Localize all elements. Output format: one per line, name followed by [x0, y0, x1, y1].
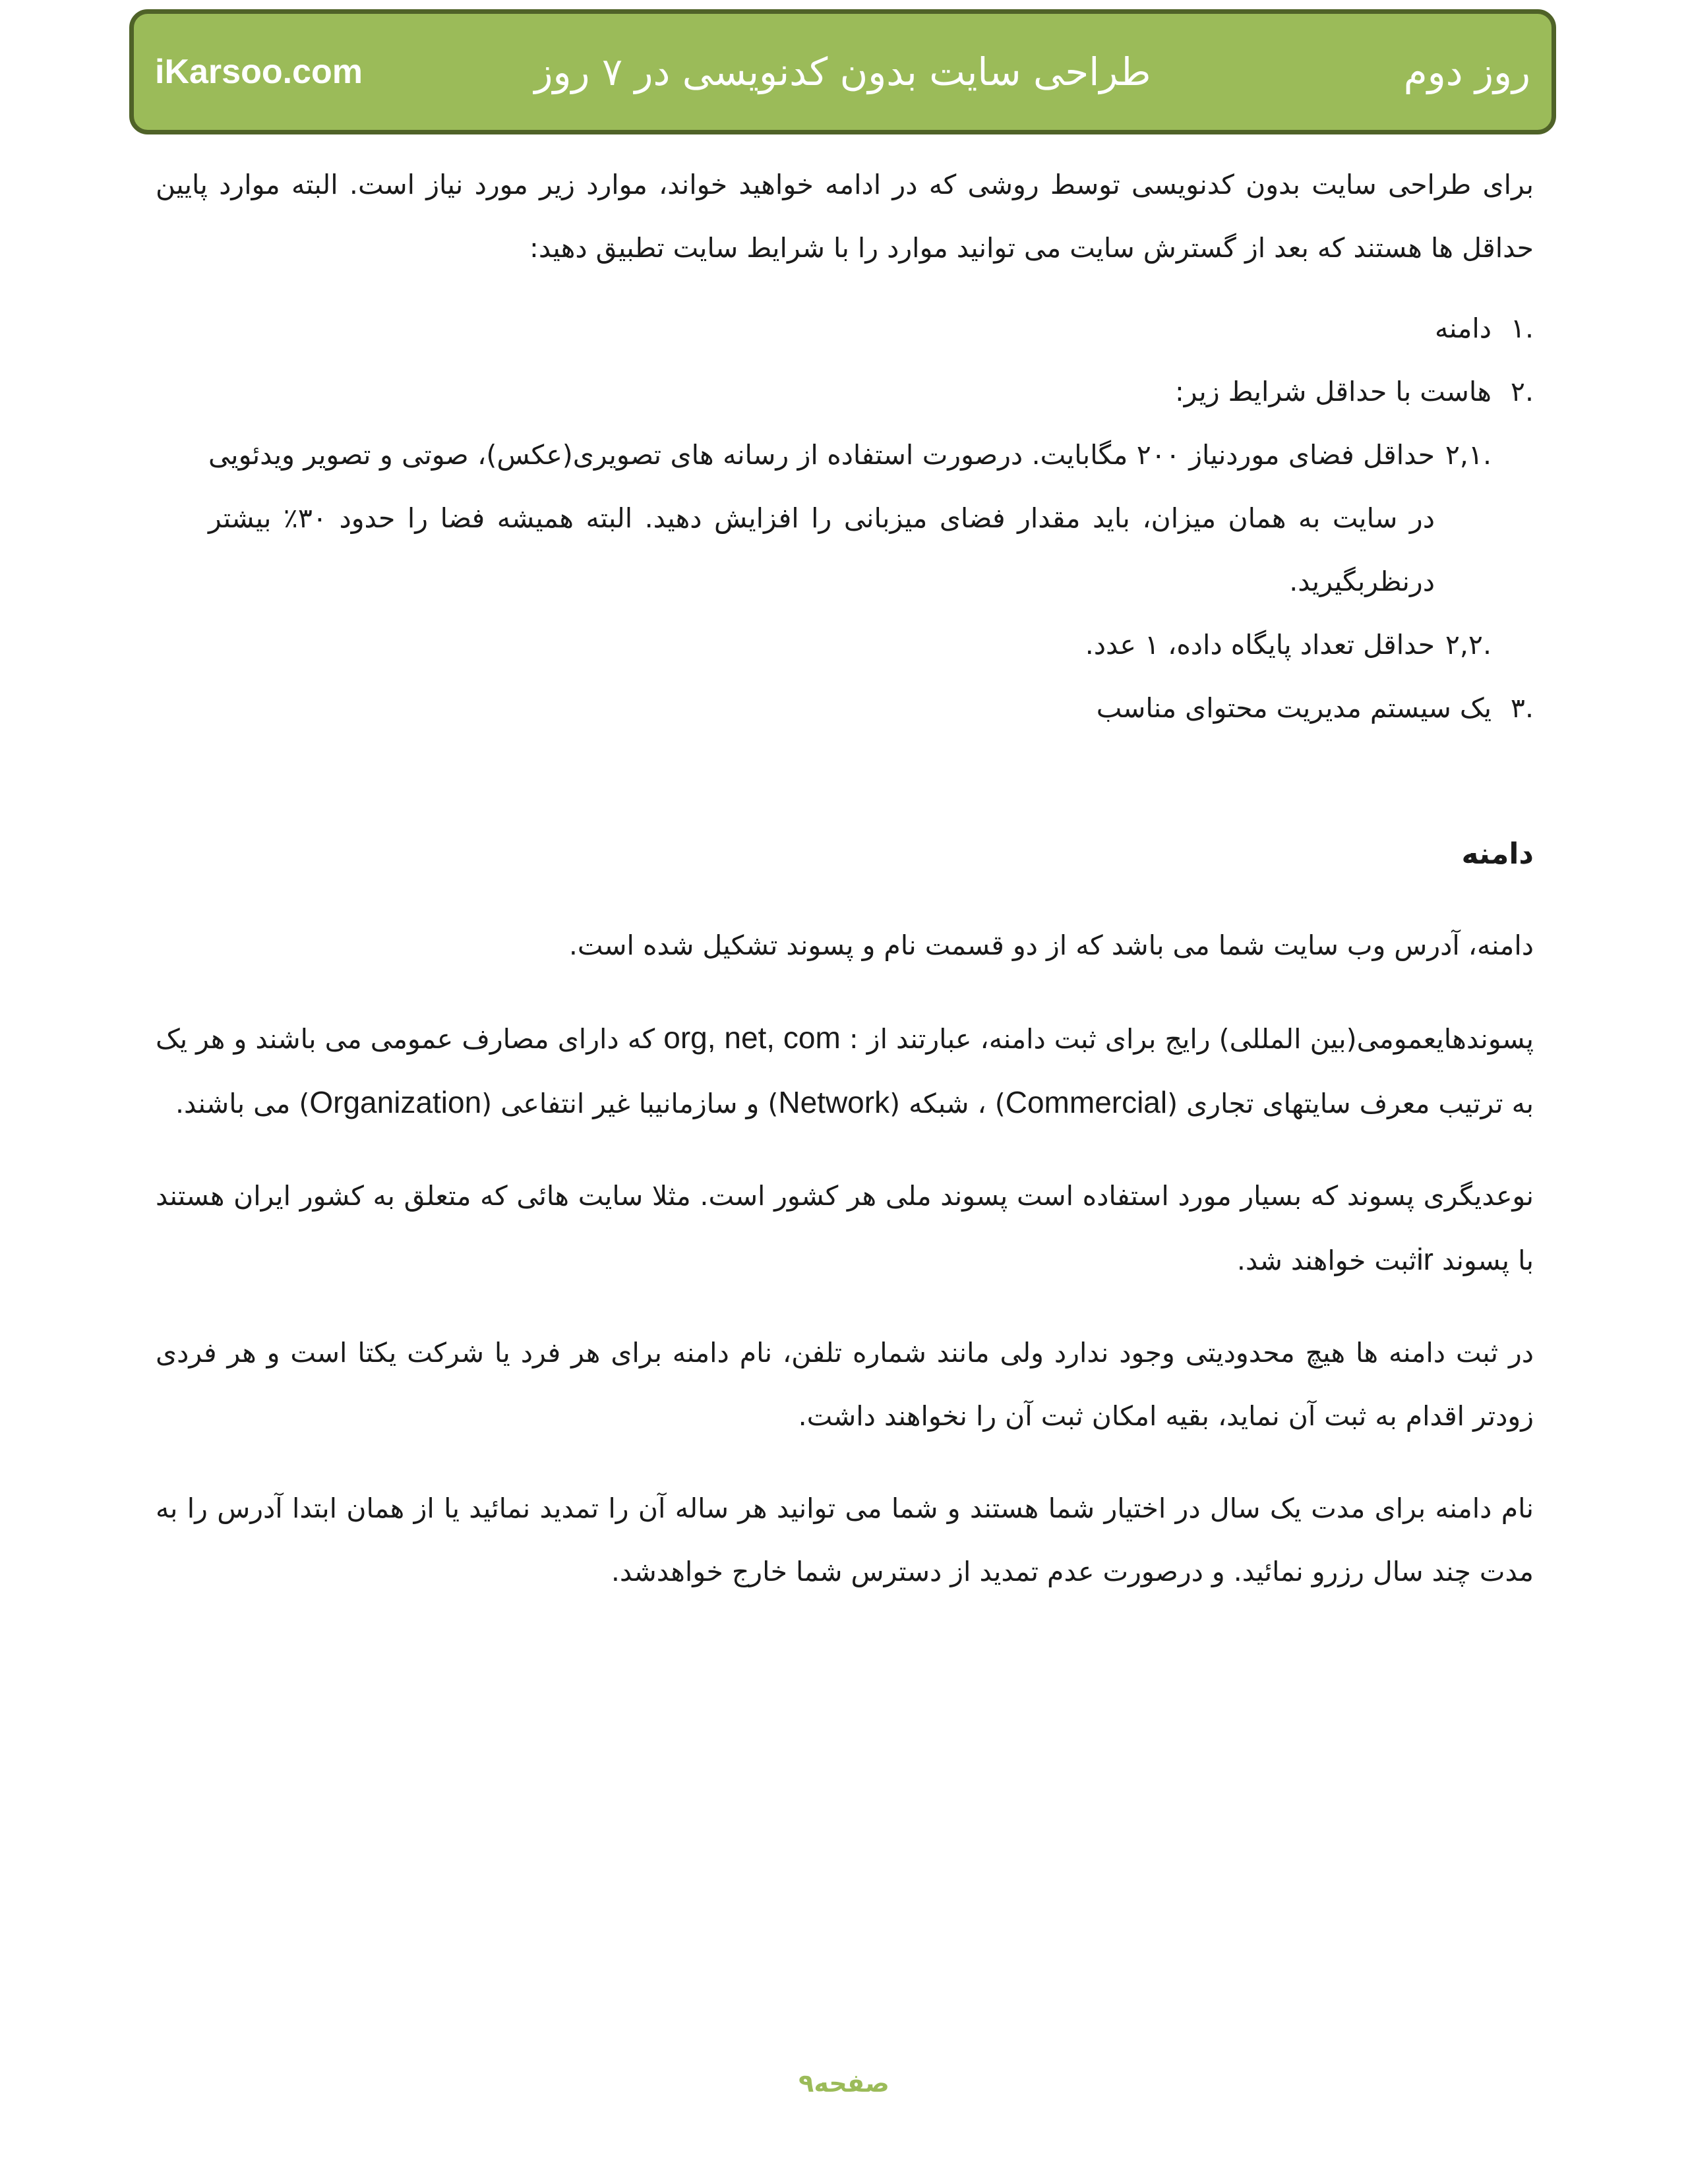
- sublist-item-text: حداقل تعداد پایگاه داده، ۱ عدد.: [1085, 629, 1435, 661]
- ir-text: ir: [1416, 1242, 1433, 1276]
- domain-paragraph-2: [156, 1006, 1534, 1135]
- requirements-list: [156, 297, 1534, 740]
- intro-paragraph: برای طراحی سایت بدون کدنویسی توسط روشی که در ادامه خواهید خواند، موارد زیر مورد نیاز است. البته موارد پایین حداقل ها هستند که بعد از گسترش سایت می توانید موارد را با شرایط سایت تطبیق دهید:: [156, 169, 1534, 264]
- list-item: [156, 360, 1534, 676]
- domain-paragraph-3: [156, 1164, 1534, 1292]
- page-header: [129, 9, 1556, 134]
- site-name: iKarsoo.com: [155, 53, 363, 91]
- page-number: صفحه۹: [799, 2069, 889, 2098]
- document-title: طراحی سایت بدون کدنویسی در ۷ روز: [534, 49, 1151, 94]
- page-content: [156, 153, 1534, 1603]
- p2-text-i: ) می باشند.: [175, 1088, 310, 1119]
- p2-text-a: پسوندهایعمومی(بین المللی) رایج برای ثبت دامنه، عبارتند از :: [840, 1023, 1534, 1055]
- extensions-text: org, net, com: [663, 1020, 841, 1055]
- hosting-sublist: [156, 423, 1492, 676]
- sublist-number: .۲,۲: [1445, 629, 1492, 661]
- sublist-item: [156, 423, 1492, 613]
- p2-text-g: ) و سازمانیبا غیر انتفاعی (: [481, 1088, 779, 1119]
- p3-text-a: نوعدیگری پسوند که بسیار مورد استفاده است پسوند ملی هر کشور است. مثلا سایت هائی که متعلق به کشور ایران هستند با پسوند: [156, 1180, 1534, 1276]
- domain-paragraph-4: در ثبت دامنه ها هیچ محدودیتی وجود ندارد ولی مانند شماره تلفن، نام دامنه برای هر فرد یا شرکت یکتا است و هر فردی زودتر اقدام به ثبت آن نماید، بقیه امکان ثبت آن را نخواهند داشت.: [156, 1337, 1534, 1432]
- p2-text-c: که دارای مصارف عمومی می باشند و هر یک به ترتیب معرف سایتهای تجاری (: [156, 1023, 1534, 1119]
- sublist-item: [156, 613, 1492, 676]
- p2-text-e: ) ، شبکه (: [889, 1088, 1006, 1119]
- p3-text-c: ثبت خواهند شد.: [1236, 1245, 1417, 1276]
- list-item-text: هاست با حداقل شرایط زیر:: [1174, 376, 1492, 407]
- network-text: Network: [778, 1085, 890, 1119]
- organization-text: Organization: [309, 1085, 482, 1119]
- list-number: .۲: [1510, 376, 1534, 407]
- domain-paragraph-1: دامنه، آدرس وب سایت شما می باشد که از دو قسمت نام و پسوند تشکیل شده است.: [568, 930, 1534, 961]
- list-item: [156, 676, 1534, 740]
- list-item-text: دامنه: [1435, 312, 1492, 344]
- sublist-item-text: حداقل فضای موردنیاز ۲۰۰ مگابایت. درصورت استفاده از رسانه های تصویری(عکس)، صوتی و تصویر ویدئویی در سایت به همان میزان، باید مقدار فضای میزبانی را افزایش دهید. البته همیشه فضا را حدود ۳۰٪ بیشتر درنظربگیرید.: [208, 439, 1435, 597]
- list-number: .۱: [1510, 312, 1534, 344]
- list-item: [156, 297, 1534, 360]
- domain-paragraph-5: نام دامنه برای مدت یک سال در اختیار شما هستند و شما می توانید هر ساله آن را تمدید نمائید یا از همان ابتدا آدرس را به مدت چند سال رزرو نمائید. و درصورت عدم تمدید از دسترس شما خارج خواهدشد.: [156, 1492, 1534, 1587]
- list-item-text: یک سیستم مدیریت محتوای مناسب: [1096, 692, 1492, 724]
- day-label: روز دوم: [1403, 49, 1530, 94]
- list-number: .۳: [1510, 692, 1534, 724]
- sublist-number: .۲,۱: [1445, 439, 1492, 471]
- section-heading: دامنه: [1461, 837, 1534, 871]
- commercial-text: Commercial: [1005, 1085, 1168, 1119]
